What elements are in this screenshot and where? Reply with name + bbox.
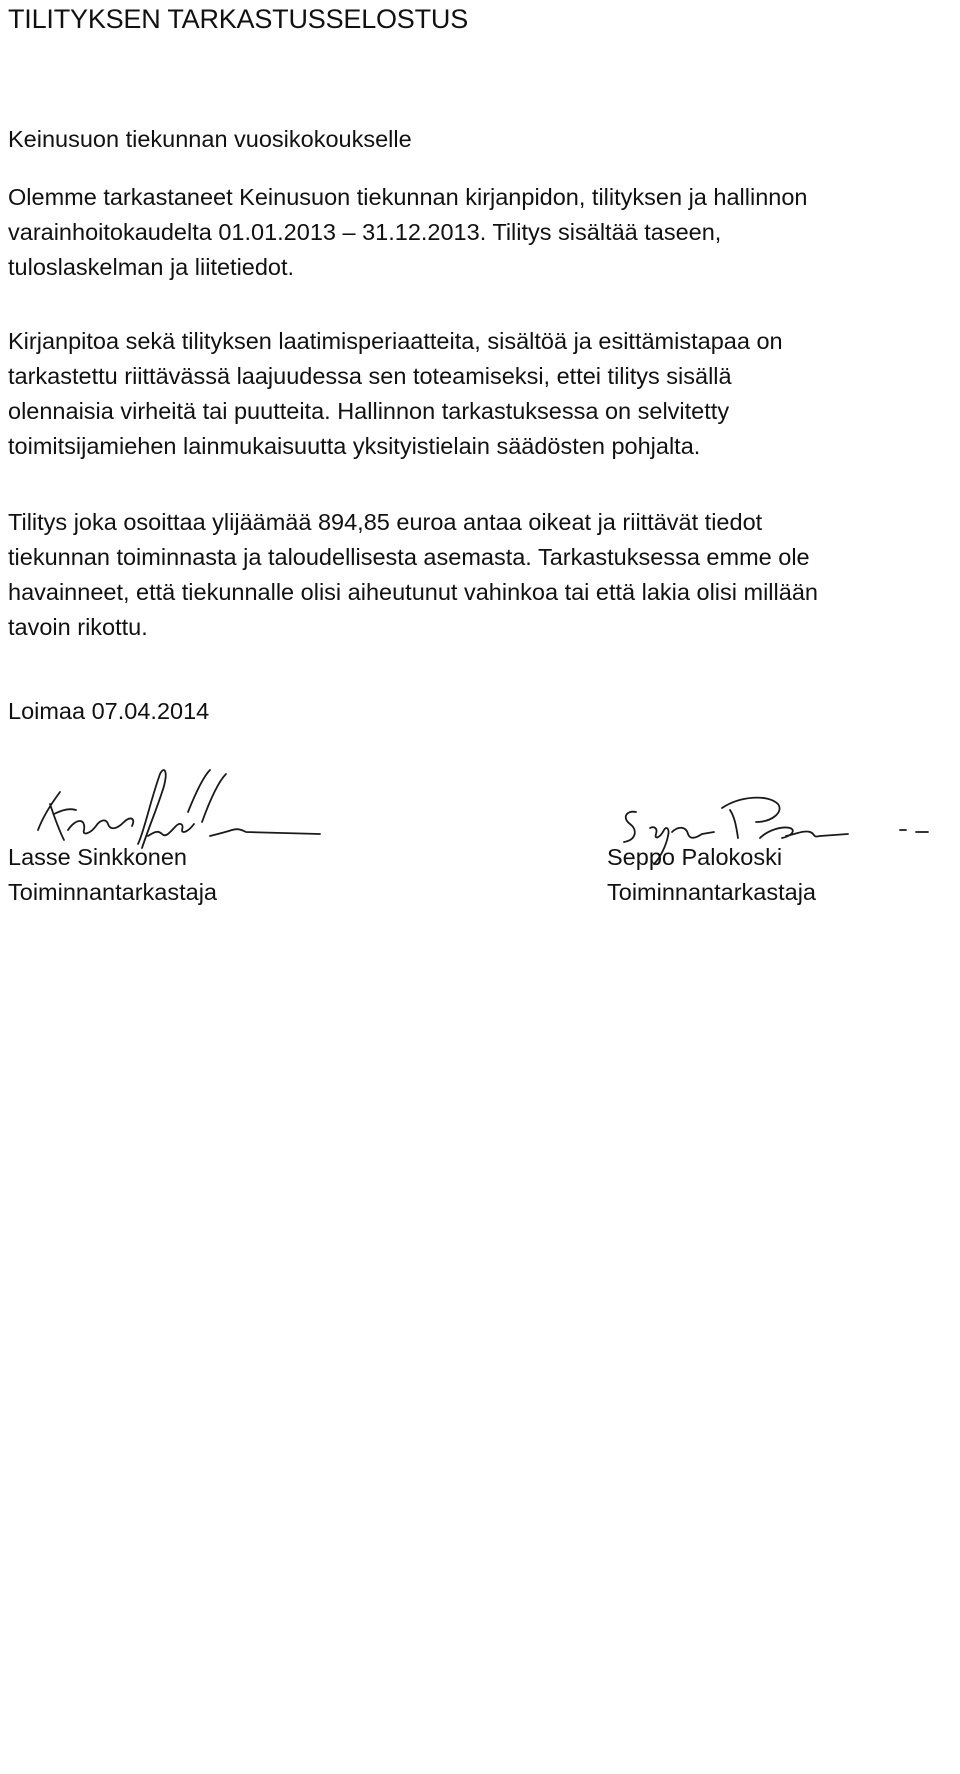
paragraph-audit — [8, 324, 953, 464]
paragraph-line: Tilitys joka osoittaa ylijäämää 894,85 euroa antaa oikeat ja riittävät tiedot — [8, 509, 763, 535]
paragraph-line: tarkastettu riittävässä laajuudessa sen toteamiseksi, ettei tilitys sisällä — [8, 363, 732, 389]
paragraph-line: varainhoitokaudelta 01.01.2013 – 31.12.2013. Tilitys sisältää taseen, — [8, 219, 722, 245]
paragraph-line: olennaisia virheitä tai puutteita. Hallinnon tarkastuksessa on selvitetty — [8, 398, 730, 424]
signatory-right — [607, 840, 816, 910]
greeting-line: Keinusuon tiekunnan vuosikokoukselle — [8, 126, 412, 152]
paragraph-line: toimitsijamiehen lainmukaisuutta yksityistielain säädösten pohjalta. — [8, 433, 701, 459]
signatory-role: Toiminnantarkastaja — [607, 879, 816, 905]
paragraph-line: Olemme tarkastaneet Keinusuon tiekunnan kirjanpidon, tilityksen ja hallinnon — [8, 184, 808, 210]
paragraph-line: tuloslaskelman ja liitetiedot. — [8, 254, 295, 280]
signatory-name: Seppo Palokoski — [607, 844, 783, 870]
place-and-date: Loimaa 07.04.2014 — [8, 698, 210, 724]
paragraph-line: havainneet, että tiekunnalle olisi aiheutunut vahinkoa tai että lakia olisi millään — [8, 579, 818, 605]
signatory-name: Lasse Sinkkonen — [8, 844, 187, 870]
signatory-left — [8, 840, 217, 910]
paragraph-line: tavoin rikottu. — [8, 614, 148, 640]
paragraph-line: tiekunnan toiminnasta ja taloudellisesta asemasta. Tarkastuksessa emme ole — [8, 544, 810, 570]
greeting — [8, 122, 953, 157]
paragraph-conclusion — [8, 505, 953, 645]
paragraph-scope — [8, 180, 953, 285]
paragraph-line: Kirjanpitoa sekä tilityksen laatimisperiaatteita, sisältöä ja esittämistapaa on — [8, 328, 783, 354]
signatory-role: Toiminnantarkastaja — [8, 879, 217, 905]
document-title: TILITYKSEN TARKASTUSSELOSTUS — [8, 4, 469, 34]
